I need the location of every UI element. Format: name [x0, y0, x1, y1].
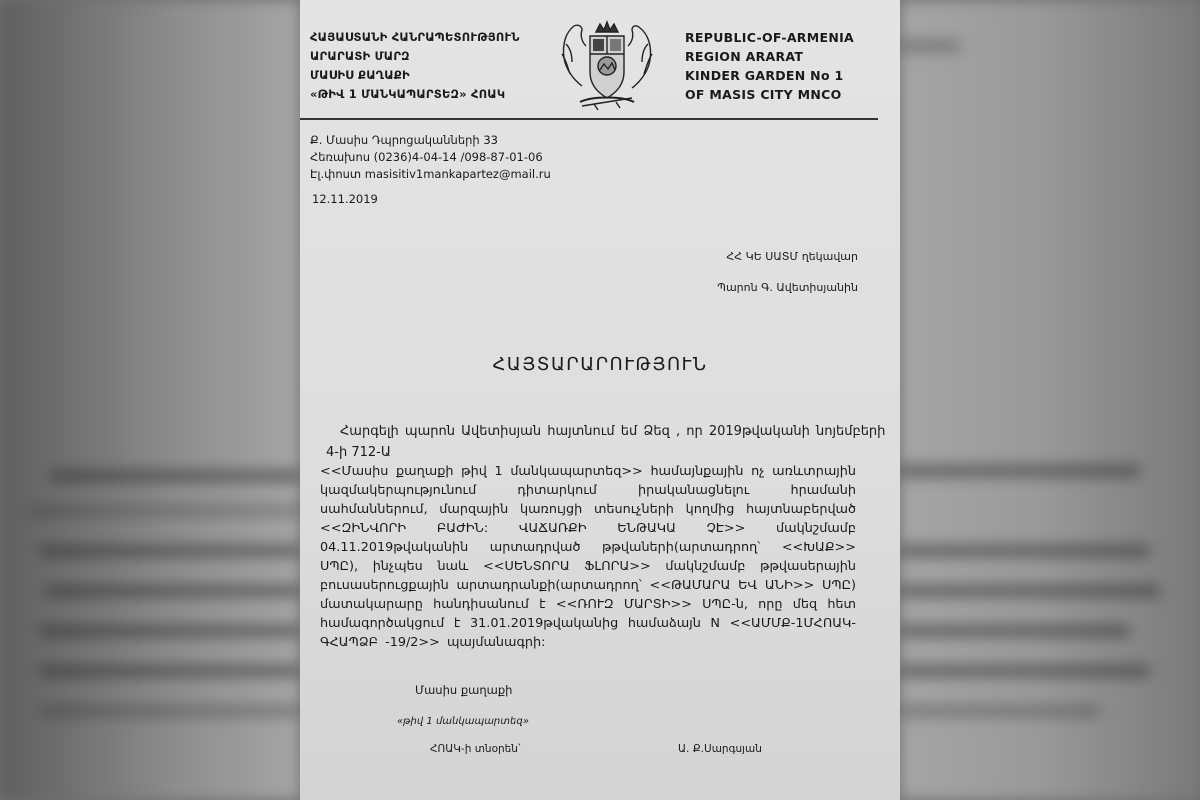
coat-of-arms-icon: [552, 14, 662, 114]
header-right-line: REGION ARARAT: [685, 49, 804, 64]
header-right-line: OF MASIS CITY MNCO: [685, 87, 842, 102]
signature-institution: «թիվ 1 մանկապարտեզ»: [397, 716, 529, 727]
header-right-line: REPUBLIC-OF-ARMENIA: [685, 30, 854, 45]
contact-phone: Հեռախոս (0236)4-04-14 /098-87-01-06: [310, 150, 543, 164]
blurred-background-left: [0, 0, 300, 800]
signature-name: Ա. Ք.Սարգսյան: [678, 743, 762, 755]
contact-address: Ք. Մասիս Դպրոցականների 33: [310, 133, 498, 147]
body-greeting-line: Հարգելի պարոն Ավետիսյան հայտնում եմ Ձեզ , որ 2019թվականի նոյեմբերի: [340, 424, 886, 439]
header-armenian: [310, 28, 520, 104]
letter-date: 12.11.2019: [312, 192, 378, 206]
letter-page: [300, 0, 900, 800]
header-left-line: ԱՐԱՐԱՏԻ ՄԱՐԶ: [310, 49, 410, 63]
contact-block: [310, 132, 551, 183]
header-english: [685, 28, 854, 104]
signature-city: Մասիս քաղաքի: [415, 683, 513, 697]
addressee-position: ՀՀ ԿԵ ՍԱՏՄ ղեկավար: [726, 250, 858, 263]
header-right-line: KINDER GARDEN No 1: [685, 68, 844, 83]
contact-email: Էլ.փոստ masisitiv1mankapartez@mail.ru: [310, 167, 551, 181]
blurred-background-right: [900, 0, 1200, 800]
header-left-line: ՀԱՅԱՍՏԱՆԻ ՀԱՆՐԱՊԵՏՈՒԹՅՈՒՆ: [310, 30, 520, 44]
addressee-name: Պարոն Գ. Ավետիսյանին: [717, 281, 858, 294]
header-left-line: ՄԱՍԻՍ ՔԱՂԱՔԻ: [310, 68, 410, 82]
signature-position: ՀՈԱԿ-ի տնօրեն՝: [430, 743, 521, 755]
header-left-line: «ԹԻՎ 1 ՄԱՆԿԱՊԱՐՏԵԶ» ՀՈԱԿ: [310, 87, 506, 101]
body-paragraph: <<Մասիս քաղաքի թիվ 1 մանկապարտեզ>> համայնքային ոչ առևտրային կազմակերպությունում դիտարկում իրականացնելու հրամանի սահմաններում, մարզային կառույցի տեսուչների կողմից հայտնաբերված <<ԶԻՆՎՈՐԻ ԲԱԺԻՆ: ՎԱՃԱՌՔԻ ԵՆԹԱԿԱ ՉԷ>> մակնշմամբ 04.11.2019թվականին արտադրված թթվաների(արտադրող՝ <<ԽԱՔ>> ՍՊԸ), ինչպես նաև <<ՍԵՆՏՈՐԱ ՖԼՈՐԱ>> մակնշմամբ թթվասերային բուսասերուցքային արտադրանքի(արտադրող՝ <<ԹԱՄԱՐԱ ԵՎ ԱՆԻ>> ՍՊԸ) մատակարարը հանդիսանում է <<ՌՈՒԶ ՄԱՐՏԻ>> ՍՊԸ-ն, որը մեզ հետ համագործակցում է 31.01.2019թվականից համաձայն N <<ԱՄՄՔ-1ՄՀՈԱԿ-ԳՀԱՊՁԲ -19/2>> պայմանագրի:: [320, 464, 856, 650]
document-title: ՀԱՅՏԱՐԱՐՈՒԹՅՈՒՆ: [492, 354, 708, 375]
body-order-number: 4-ի 712-Ա: [326, 445, 391, 460]
header-divider: [300, 118, 878, 120]
